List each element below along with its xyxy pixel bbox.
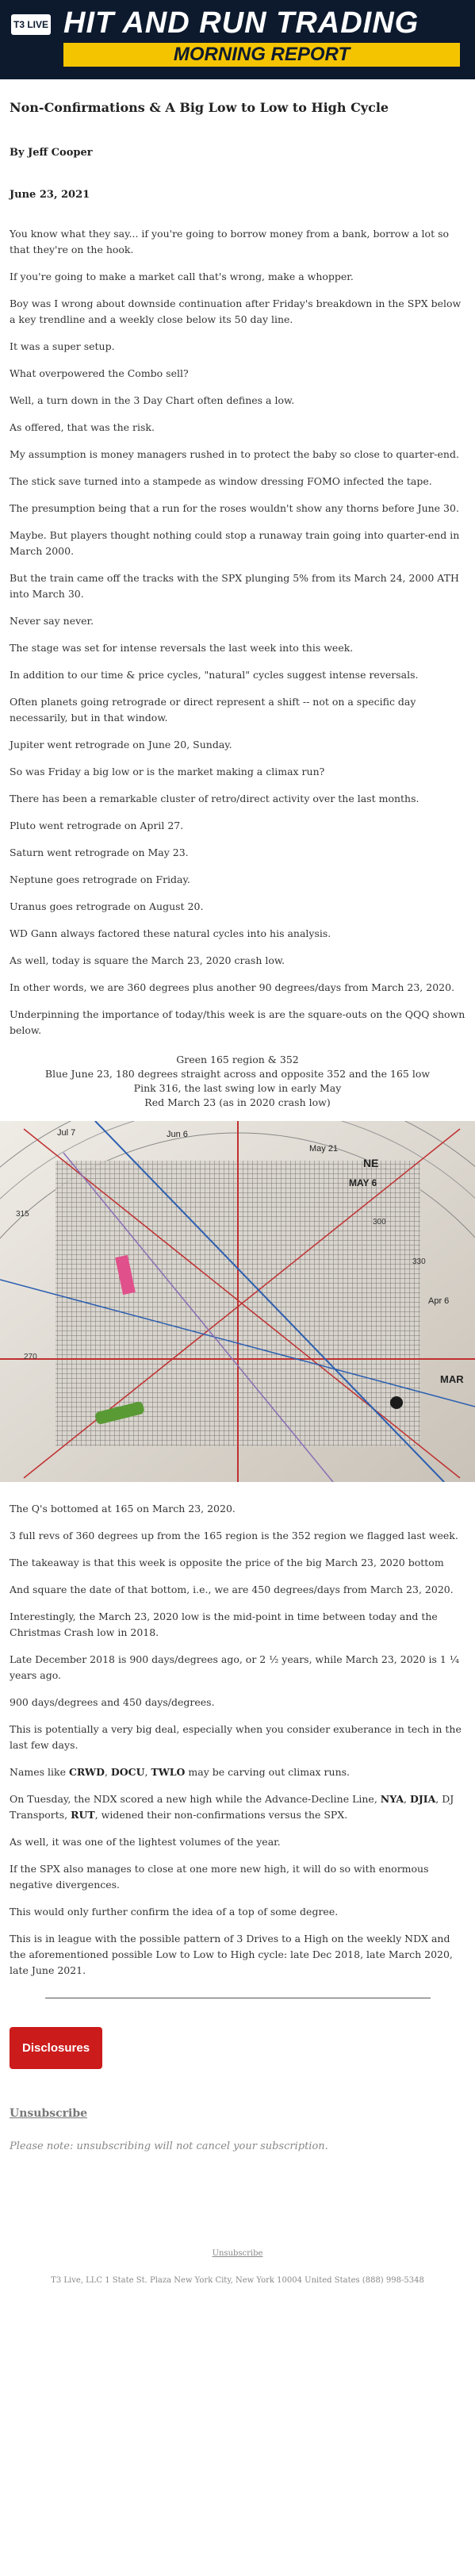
paragraph: WD Gann always factored these natural cycles into his analysis.: [10, 927, 331, 939]
paragraph: Maybe. But players thought nothing could stop a runaway train going into quarter-end in March 2000.: [10, 529, 460, 557]
paragraph: The Q's bottomed at 165 on March 23, 2020.: [10, 1503, 236, 1515]
sep: ,: [404, 1793, 410, 1805]
paragraph: Well, a turn down in the 3 Day Chart often defines a low.: [10, 394, 295, 406]
paragraph: Jupiter went retrograde on June 20, Sunday.: [10, 739, 232, 751]
footer-unsubscribe-link[interactable]: Unsubscribe: [212, 2249, 263, 2258]
paragraph: As well, it was one of the lightest volumes of the year.: [10, 1836, 281, 1848]
paragraph: Uranus goes retrograde on August 20.: [10, 900, 204, 912]
footer-address: T3 Live, LLC 1 State St. Plaza New York City, New York 10004 United States (888) 998-5348: [51, 2276, 424, 2285]
article-body: [0, 79, 475, 2297]
paragraph: The stick save turned into a stampede as window dressing FOMO infected the tape.: [10, 475, 432, 487]
paragraph: It was a super setup.: [10, 340, 115, 352]
ticker-crwd: CRWD: [68, 1766, 105, 1778]
paragraph-group-3: [10, 1834, 465, 1979]
paragraph: My assumption is money managers rushed in to protect the baby so close to quarter-end.: [10, 448, 459, 460]
sep: ,: [144, 1766, 151, 1778]
chart-label-may6: MAY 6: [349, 1177, 377, 1188]
footer: [10, 2248, 465, 2297]
caption-line: Pink 316, the last swing low in early May: [133, 1082, 342, 1094]
paragraph-group-1: [10, 226, 465, 1038]
chart-label-300: 300: [373, 1218, 386, 1227]
paragraph: The presumption being that a run for the roses wouldn't show any thorns before June 30.: [10, 502, 459, 514]
names-paragraph: [10, 1764, 465, 1780]
chart-caption: [10, 1053, 465, 1110]
banner-subtitle: MORNING REPORT: [63, 43, 460, 67]
paragraph-group-2: [10, 1501, 465, 1753]
ndx-paragraph: [10, 1791, 465, 1823]
ndx-suffix: , widened their non-confirmations versus the SPX.: [94, 1809, 348, 1821]
paragraph: Late December 2018 is 900 days/degrees ago, or 2 ½ years, while March 23, 2020 is 1 ¼ years ago.: [10, 1653, 459, 1681]
names-prefix: Names like: [10, 1766, 69, 1778]
paragraph: The takeaway is that this week is opposite the price of the big March 23, 2020 bottom: [10, 1557, 444, 1568]
qqq-square-chart-image: [0, 1121, 475, 1482]
ticker-rut: RUT: [71, 1809, 95, 1821]
paragraph: This is potentially a very big deal, especially when you consider exuberance in tech in the last few days.: [10, 1723, 462, 1751]
ticker-djia: DJIA: [409, 1793, 436, 1805]
paragraph: The stage was set for intense reversals the last week into this week.: [10, 642, 354, 654]
paragraph: As well, today is square the March 23, 2020 crash low.: [10, 954, 285, 966]
paragraph: Interestingly, the March 23, 2020 low is the mid-point in time between today and the Christmas Crash low in 2018.: [10, 1610, 438, 1638]
header-banner: [0, 0, 475, 79]
banner-title: HIT AND RUN TRADING: [63, 6, 419, 40]
paragraph: What overpowered the Combo sell?: [10, 367, 189, 379]
paragraph: As offered, that was the risk.: [10, 421, 155, 433]
paragraph: This is in league with the possible pattern of 3 Drives to a High on the weekly NDX and the aforementioned possible Low to Low to High cycle: late Dec 2018, late March 2020, late June 2021.: [10, 1933, 453, 1976]
names-suffix: may be carving out climax runs.: [185, 1766, 351, 1778]
caption-line: Green 165 region & 352: [176, 1054, 299, 1065]
chart-label-apr6: Apr 6: [428, 1296, 450, 1306]
caption-line: Red March 23 (as in 2020 crash low): [144, 1096, 331, 1108]
paragraph: In addition to our time & price cycles, "natural" cycles suggest intense reversals.: [10, 669, 419, 681]
paragraph: But the train came off the tracks with the SPX plunging 5% from its March 24, 2000 ATH into March 30.: [10, 572, 459, 600]
unsubscribe-link[interactable]: Unsubscribe: [10, 2107, 88, 2120]
unsubscribe-note: Please note: unsubscribing will not cancel your subscription.: [10, 2140, 328, 2152]
paragraph: And square the date of that bottom, i.e., we are 450 degrees/days from March 23, 2020.: [10, 1584, 454, 1595]
paragraph: This would only further confirm the idea of a top of some degree.: [10, 1906, 339, 1918]
paragraph: In other words, we are 360 degrees plus another 90 degrees/days from March 23, 2020.: [10, 981, 455, 993]
article-title: Non-Confirmations & A Big Low to Low to High Cycle: [10, 100, 389, 115]
paragraph: 3 full revs of 360 degrees up from the 165 region is the 352 region we flagged last week.: [10, 1530, 458, 1541]
chart-label-ne: NE: [363, 1157, 379, 1169]
disclosures-button[interactable]: Disclosures: [10, 2027, 102, 2069]
paragraph: Saturn went retrograde on May 23.: [10, 847, 189, 858]
paragraph: If you're going to make a market call that's wrong, make a whopper.: [10, 271, 354, 282]
chart-label-315: 315: [16, 1210, 29, 1219]
chart-label-jun6: Jun 6: [167, 1130, 188, 1139]
paragraph: 900 days/degrees and 450 days/degrees.: [10, 1696, 215, 1708]
paragraph: Neptune goes retrograde on Friday.: [10, 873, 190, 885]
paragraph: Never say never.: [10, 615, 94, 627]
caption-line: Blue June 23, 180 degrees straight across and opposite 352 and the 165 low: [44, 1068, 431, 1080]
chart-label-jul7: Jul 7: [57, 1128, 76, 1138]
ticker-nya: NYA: [380, 1793, 404, 1805]
paragraph: There has been a remarkable cluster of retro/direct activity over the last months.: [10, 793, 419, 804]
article-author: By Jeff Cooper: [10, 147, 93, 159]
paragraph: If the SPX also manages to close at one more new high, it will do so with enormous negative divergences.: [10, 1863, 429, 1891]
chart-label-mar: MAR: [440, 1373, 464, 1385]
article-date: June 23, 2021: [10, 189, 90, 201]
chart-label-may21: May 21: [309, 1144, 339, 1154]
gann-square-overlay: [0, 1121, 475, 1482]
ndx-prefix: On Tuesday, the NDX scored a new high while the Advance-Decline Line,: [10, 1793, 381, 1805]
chart-label-270: 270: [24, 1353, 37, 1361]
chart-label-330: 330: [412, 1257, 426, 1266]
sep: ,: [104, 1766, 111, 1778]
ticker-docu: DOCU: [110, 1766, 145, 1778]
paragraph: So was Friday a big low or is the market making a climax run?: [10, 766, 325, 777]
paragraph: Pluto went retrograde on April 27.: [10, 820, 184, 831]
ticker-twlo: TWLO: [151, 1766, 186, 1778]
paragraph: You know what they say... if you're going to borrow money from a bank, borrow a lot so that they're on the hook.: [10, 228, 450, 255]
t3-live-logo: T3 LIVE: [11, 14, 51, 35]
paragraph: Boy was I wrong about downside continuation after Friday's breakdown in the SPX below a key trendline and a weekly close below its 50 day line.: [10, 298, 462, 325]
ndx-mid: , DJ Transports,: [10, 1793, 454, 1821]
paragraph: Often planets going retrograde or direct represent a shift -- not on a specific day necessarily, but in that window.: [10, 696, 416, 724]
paragraph: Underpinning the importance of today/this week is are the square-outs on the QQQ shown below.: [10, 1008, 465, 1036]
